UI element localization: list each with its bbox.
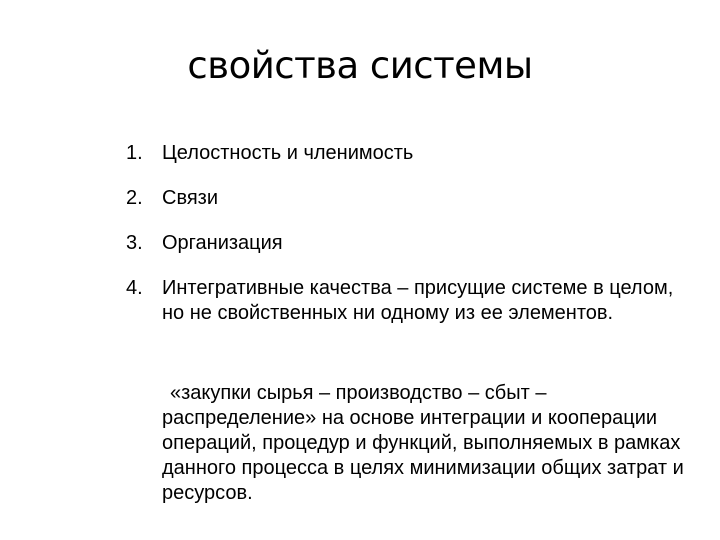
process-description: «закупки сырья – производство – сбыт – распределение» на основе интеграции и кооперации операций, процедур и функций, выполняемых в рамках данного процесса в целях минимизации общих затрат и ресурсов.	[162, 382, 684, 504]
list-item-text: Целостность и членимость	[162, 142, 414, 164]
list-item	[126, 141, 696, 166]
list-item-text: Интегративные качества – присущие системе в целом, но не свойственных ни одному из ее элементов.	[162, 277, 674, 324]
list-item-text: Организация	[162, 232, 283, 254]
list-item-number: 3.	[126, 232, 143, 254]
list-item-number: 4.	[126, 277, 143, 299]
slide-title: свойства системы	[187, 44, 533, 87]
list-item	[126, 276, 696, 326]
list-item-number: 2.	[126, 187, 143, 209]
list-item	[126, 186, 696, 211]
list-item-text: Связи	[162, 187, 219, 209]
properties-list	[126, 141, 696, 346]
list-item-number: 1.	[126, 142, 143, 164]
list-item	[126, 231, 696, 256]
